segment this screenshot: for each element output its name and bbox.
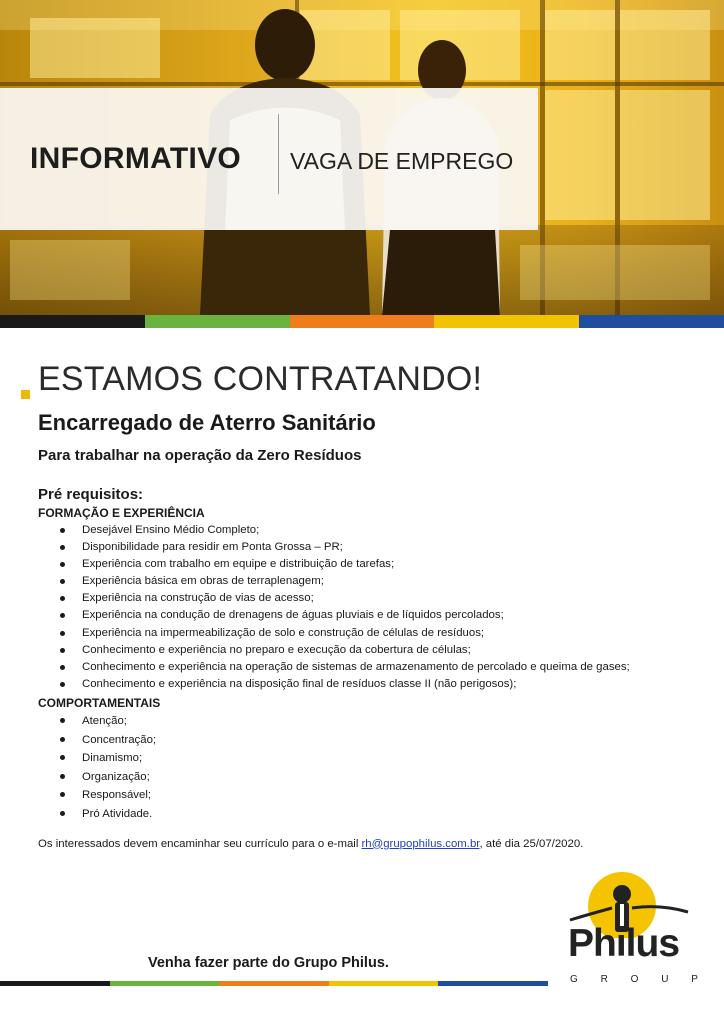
footer-color-stripe bbox=[0, 981, 548, 986]
list-item: Disponibilidade para residir em Ponta Grossa – PR; bbox=[38, 539, 688, 556]
bullet-icon bbox=[60, 665, 65, 670]
logo-text: Philus bbox=[568, 922, 680, 965]
list-item: Experiência com trabalho em equipe e distribuição de tarefas; bbox=[38, 556, 688, 573]
behavior-list bbox=[38, 712, 688, 824]
list-item: Desejável Ensino Médio Completo; bbox=[38, 522, 688, 539]
bullet-icon bbox=[60, 562, 65, 567]
bullet-icon bbox=[60, 545, 65, 550]
bullet-icon bbox=[60, 579, 65, 584]
contact-prefix: Os interessados devem encaminhar seu currículo para o e-mail bbox=[38, 837, 362, 850]
formation-heading: FORMAÇÃO E EXPERIÊNCIA bbox=[38, 506, 205, 520]
list-item: Organização; bbox=[38, 768, 688, 787]
list-item: Dinamismo; bbox=[38, 749, 688, 768]
page-subtitle: VAGA DE EMPREGO bbox=[290, 148, 514, 174]
list-item: Conhecimento e experiência na operação de sistemas de armazenamento de percolado e queima de gases; bbox=[38, 659, 688, 676]
list-item: Concentração; bbox=[38, 731, 688, 750]
job-posting bbox=[38, 360, 688, 850]
list-item: Experiência básica em obras de terraplenagem; bbox=[38, 573, 688, 590]
contact-suffix: , até dia 25/07/2020. bbox=[479, 837, 584, 850]
requirements-title: Pré requisitos: bbox=[38, 486, 144, 503]
headline: ESTAMOS CONTRATANDO! bbox=[38, 360, 483, 398]
slogan: Venha fazer parte do Grupo Philus. bbox=[148, 955, 389, 971]
banner-divider bbox=[278, 114, 279, 194]
bullet-icon bbox=[60, 792, 65, 797]
list-item: Conhecimento e experiência na disposição final de resíduos classe II (não perigosos); bbox=[38, 676, 688, 693]
list-item: Experiência na construção de vias de acesso; bbox=[38, 590, 688, 607]
job-title: Encarregado de Aterro Sanitário bbox=[38, 410, 376, 435]
bullet-icon bbox=[60, 718, 65, 723]
list-item: Responsável; bbox=[38, 786, 688, 805]
bullet-icon bbox=[60, 737, 65, 742]
page-title: INFORMATIVO bbox=[30, 142, 242, 175]
title-banner bbox=[0, 88, 538, 230]
job-subtitle: Para trabalhar na operação da Zero Resíduos bbox=[38, 447, 362, 464]
list-item: Conhecimento e experiência no preparo e execução da cobertura de células; bbox=[38, 642, 688, 659]
brand-color-stripe bbox=[0, 315, 724, 328]
bullet-icon bbox=[60, 596, 65, 601]
list-item: Experiência na condução de drenagens de águas pluviais e de líquidos percolados; bbox=[38, 607, 688, 624]
bullet-icon bbox=[60, 648, 65, 653]
email-link[interactable]: rh@grupophilus.com.br bbox=[361, 837, 480, 850]
list-item: Pró Atividade. bbox=[38, 805, 688, 824]
list-item: Atenção; bbox=[38, 712, 688, 731]
bullet-icon bbox=[60, 774, 65, 779]
bullet-icon bbox=[60, 682, 65, 687]
hero-banner bbox=[0, 0, 724, 315]
list-item: Experiência na impermeabilização de solo e construção de células de resíduos; bbox=[38, 625, 688, 642]
formation-list bbox=[38, 522, 688, 693]
company-logo bbox=[560, 868, 710, 998]
bullet-icon bbox=[60, 528, 65, 533]
behavior-heading: COMPORTAMENTAIS bbox=[38, 695, 161, 710]
bullet-icon bbox=[60, 631, 65, 636]
bullet-icon bbox=[60, 613, 65, 618]
headline-bullet-icon bbox=[21, 390, 30, 399]
logo-group-text: G R O U P bbox=[570, 974, 698, 985]
bullet-icon bbox=[60, 811, 65, 816]
bullet-icon bbox=[60, 755, 65, 760]
contact-line bbox=[38, 838, 688, 850]
